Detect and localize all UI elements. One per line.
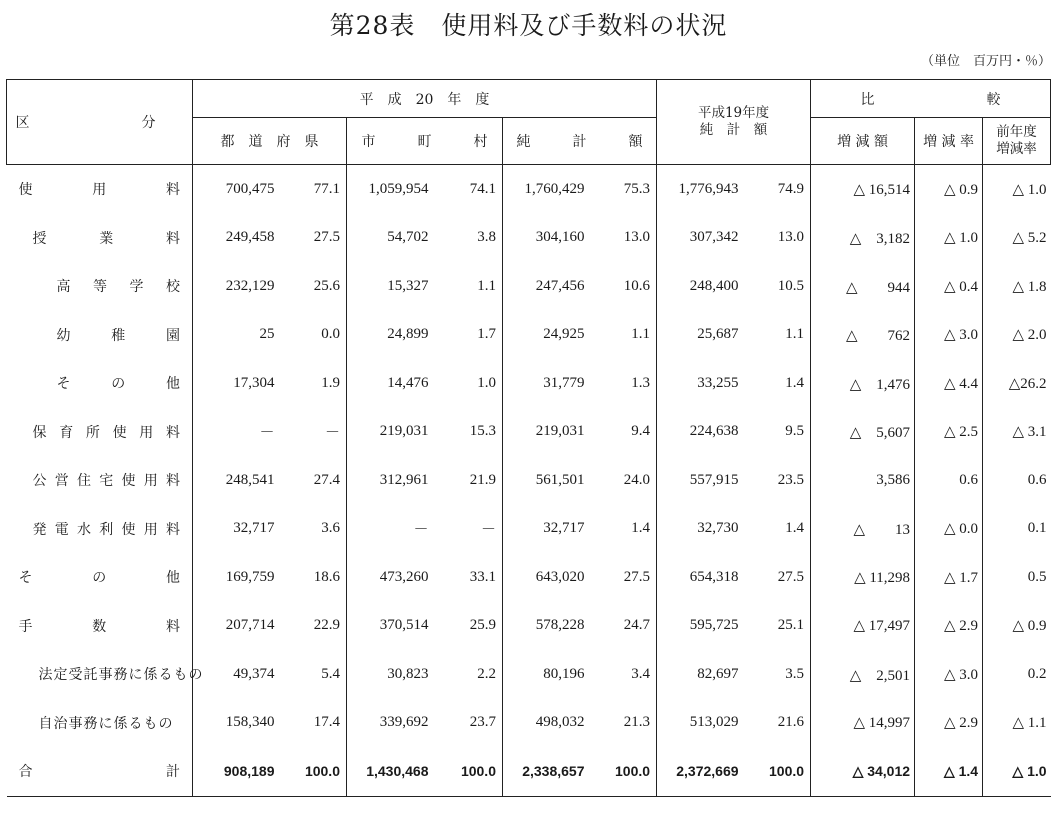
row-label: 高等学校 bbox=[7, 262, 193, 311]
row-label: 授業料 bbox=[7, 214, 193, 263]
table-cell: △ 1.0 bbox=[915, 214, 983, 263]
table-cell: 0.6 bbox=[1027, 471, 1047, 488]
table-cell: 307,342 bbox=[689, 229, 739, 246]
table-cell: △ 1.4 bbox=[915, 747, 983, 796]
table-cell: 654,318 bbox=[689, 568, 739, 585]
table-cell: － bbox=[259, 425, 275, 442]
table-cell: 74.9 bbox=[743, 165, 811, 214]
table-cell: 32,730 bbox=[697, 520, 739, 537]
table-cell: △ 0.9 bbox=[1012, 618, 1047, 635]
table-cell: 75.3 bbox=[589, 165, 657, 214]
table-cell: 1.1 bbox=[589, 311, 657, 360]
row-label: 保育所使用料 bbox=[7, 408, 193, 457]
table-row bbox=[7, 359, 1051, 408]
table-row bbox=[7, 214, 1051, 263]
header-municipality: 市 町 村 bbox=[347, 118, 503, 165]
table-cell: 25.6 bbox=[279, 262, 347, 311]
table-cell: 82,697 bbox=[697, 665, 739, 682]
table-cell: △ 1.8 bbox=[1012, 278, 1047, 295]
table-cell: 25 bbox=[259, 326, 275, 343]
row-label: その他 bbox=[7, 553, 193, 602]
table-cell: 3,586 bbox=[811, 456, 915, 505]
table-row bbox=[7, 262, 1051, 311]
table-title: 第28表 使用料及び手数料の状況 bbox=[329, 11, 728, 40]
table-cell: 100.0 bbox=[589, 747, 657, 796]
header-prefecture: 都 道 府 県 bbox=[193, 118, 347, 165]
table-cell: 207,714 bbox=[225, 617, 275, 634]
table-cell: 1.1 bbox=[743, 311, 811, 360]
table-cell: 3.4 bbox=[589, 650, 657, 699]
table-cell: 54,702 bbox=[387, 229, 429, 246]
table-cell: 80,196 bbox=[543, 665, 585, 682]
table-cell: 23.5 bbox=[743, 456, 811, 505]
table-cell: 1.3 bbox=[589, 359, 657, 408]
table-row bbox=[7, 456, 1051, 505]
table-cell: 3.5 bbox=[743, 650, 811, 699]
table-cell: △ 2.9 bbox=[915, 699, 983, 748]
header-change-amount: 増 減 額 bbox=[811, 118, 915, 165]
table-cell: 0.2 bbox=[1027, 665, 1047, 682]
table-cell: 561,501 bbox=[535, 471, 585, 488]
table-cell: 2,338,657 bbox=[522, 763, 585, 780]
table-cell: 13.0 bbox=[589, 214, 657, 263]
table-cell: △ 11,298 bbox=[811, 553, 915, 602]
table-cell: △ 14,997 bbox=[811, 699, 915, 748]
table-cell: 13.0 bbox=[743, 214, 811, 263]
row-label: 発電水利使用料 bbox=[7, 505, 193, 554]
table-cell: 1,430,468 bbox=[366, 763, 429, 780]
table-cell: 30,823 bbox=[387, 665, 429, 682]
table-row bbox=[7, 311, 1051, 360]
table-cell: 74.1 bbox=[433, 165, 503, 214]
table-cell: △ 3.1 bbox=[1012, 424, 1047, 441]
table-cell: △ 2.5 bbox=[915, 408, 983, 457]
table-cell: 5.4 bbox=[279, 650, 347, 699]
fees-table bbox=[6, 79, 1051, 797]
table-cell: 169,759 bbox=[225, 568, 275, 585]
table-row bbox=[7, 650, 1051, 699]
table-cell: △ 5.2 bbox=[1012, 230, 1047, 247]
header-comparison: 比 較 bbox=[811, 80, 1051, 118]
table-cell: 247,456 bbox=[535, 277, 585, 294]
table-cell: 370,514 bbox=[379, 617, 429, 634]
table-cell: 498,032 bbox=[535, 714, 585, 731]
table-cell: 25.1 bbox=[743, 602, 811, 651]
table-cell: 21.6 bbox=[743, 699, 811, 748]
table-cell: 27.5 bbox=[743, 553, 811, 602]
row-label: 使用料 bbox=[7, 165, 193, 214]
table-cell: 15,327 bbox=[387, 277, 429, 294]
table-cell: △ 1.1 bbox=[1012, 715, 1047, 732]
table-cell: 1,776,943 bbox=[678, 180, 739, 197]
header-net-total: 純 計 額 bbox=[503, 118, 657, 165]
row-label: 幼稚園 bbox=[7, 311, 193, 360]
table-cell: 1.4 bbox=[743, 505, 811, 554]
table-cell: 10.5 bbox=[743, 262, 811, 311]
table-cell: △ 3.0 bbox=[915, 311, 983, 360]
table-cell: △ 944 bbox=[811, 262, 915, 311]
table-cell: 1.0 bbox=[433, 359, 503, 408]
table-cell: 0.1 bbox=[1027, 520, 1047, 537]
table-cell: △ 0.0 bbox=[915, 505, 983, 554]
table-cell: － bbox=[433, 505, 503, 554]
table-cell: 17,304 bbox=[233, 374, 275, 391]
table-cell: 14,476 bbox=[387, 374, 429, 391]
table-cell: △ 0.4 bbox=[915, 262, 983, 311]
table-cell: 3.8 bbox=[433, 214, 503, 263]
header-change-rate: 増 減 率 bbox=[915, 118, 983, 165]
table-cell: 25,687 bbox=[697, 326, 739, 343]
table-cell: △26.2 bbox=[1008, 375, 1047, 392]
table-cell: 0.5 bbox=[1027, 568, 1047, 585]
row-label: 法定受託事務に係るもの bbox=[7, 650, 193, 699]
table-cell: 100.0 bbox=[743, 747, 811, 796]
table-cell: 557,915 bbox=[689, 471, 739, 488]
table-cell: △ 3.0 bbox=[915, 650, 983, 699]
table-cell: 339,692 bbox=[379, 714, 429, 731]
header-h19: 平成19年度 純 計 額 bbox=[657, 80, 811, 165]
table-cell: 24,899 bbox=[387, 326, 429, 343]
table-cell: 49,374 bbox=[233, 665, 275, 682]
table-cell: 100.0 bbox=[433, 747, 503, 796]
table-cell: 1,059,954 bbox=[368, 180, 429, 197]
table-cell: △ 1.0 bbox=[1012, 762, 1047, 779]
table-cell: 0.6 bbox=[915, 456, 983, 505]
table-cell: 1,760,429 bbox=[524, 180, 585, 197]
header-h20: 平 成 20 年 度 bbox=[193, 80, 657, 118]
table-cell: 473,260 bbox=[379, 568, 429, 585]
table-cell: △ 2.0 bbox=[1012, 327, 1047, 344]
table-cell: 2,372,669 bbox=[676, 763, 739, 780]
table-cell: △ 17,497 bbox=[811, 602, 915, 651]
table-cell: 1.4 bbox=[743, 359, 811, 408]
table-cell: 908,189 bbox=[223, 763, 275, 780]
table-cell: 24.7 bbox=[589, 602, 657, 651]
table-cell: 22.9 bbox=[279, 602, 347, 651]
table-cell: 21.3 bbox=[589, 699, 657, 748]
table-cell: 27.5 bbox=[589, 553, 657, 602]
table-cell: 1.9 bbox=[279, 359, 347, 408]
table-cell: 17.4 bbox=[279, 699, 347, 748]
table-cell: 31,779 bbox=[543, 374, 585, 391]
table-cell: △ 16,514 bbox=[811, 165, 915, 214]
table-cell: 25.9 bbox=[433, 602, 503, 651]
table-cell: 21.9 bbox=[433, 456, 503, 505]
row-label: 合計 bbox=[7, 747, 193, 796]
table-cell: 23.7 bbox=[433, 699, 503, 748]
table-cell: 219,031 bbox=[379, 423, 429, 440]
table-cell: 2.2 bbox=[433, 650, 503, 699]
table-cell: 578,228 bbox=[535, 617, 585, 634]
row-label: その他 bbox=[7, 359, 193, 408]
table-cell: 643,020 bbox=[535, 568, 585, 585]
header-prev-rate: 前年度 増減率 bbox=[983, 118, 1051, 165]
table-cell: △ 34,012 bbox=[811, 747, 915, 796]
table-cell: 1.7 bbox=[433, 311, 503, 360]
table-cell: 18.6 bbox=[279, 553, 347, 602]
table-cell: △ 762 bbox=[811, 311, 915, 360]
table-cell: 248,400 bbox=[689, 277, 739, 294]
table-cell: 595,725 bbox=[689, 617, 739, 634]
table-cell: 77.1 bbox=[279, 165, 347, 214]
table-cell: 33.1 bbox=[433, 553, 503, 602]
table-cell: 27.4 bbox=[279, 456, 347, 505]
table-cell: 27.5 bbox=[279, 214, 347, 263]
table-cell: 249,458 bbox=[225, 229, 275, 246]
table-row bbox=[7, 602, 1051, 651]
table-cell: △ 4.4 bbox=[915, 359, 983, 408]
table-cell: △ 1,476 bbox=[811, 359, 915, 408]
table-cell: 224,638 bbox=[689, 423, 739, 440]
table-cell: 304,160 bbox=[535, 229, 585, 246]
table-cell: 0.0 bbox=[279, 311, 347, 360]
table-cell: △ 5,607 bbox=[811, 408, 915, 457]
table-row bbox=[7, 408, 1051, 457]
table-cell: 9.4 bbox=[589, 408, 657, 457]
table-cell: 100.0 bbox=[279, 747, 347, 796]
row-label: 手数料 bbox=[7, 602, 193, 651]
table-cell: △ 2,501 bbox=[811, 650, 915, 699]
table-cell: △ 13 bbox=[811, 505, 915, 554]
table-cell: 15.3 bbox=[433, 408, 503, 457]
header-category: 区 分 bbox=[7, 80, 193, 165]
row-label: 公営住宅使用料 bbox=[7, 456, 193, 505]
table-cell: 32,717 bbox=[543, 520, 585, 537]
table-cell: △ 2.9 bbox=[915, 602, 983, 651]
table-cell: 312,961 bbox=[379, 471, 429, 488]
unit-note: （単位 百万円・％） bbox=[920, 54, 1051, 69]
table-row bbox=[7, 699, 1051, 748]
table-cell: 24.0 bbox=[589, 456, 657, 505]
table-cell: △ 1.7 bbox=[915, 553, 983, 602]
table-cell: △ 0.9 bbox=[915, 165, 983, 214]
table-cell: 33,255 bbox=[697, 374, 739, 391]
table-row bbox=[7, 747, 1051, 796]
table-cell: 9.5 bbox=[743, 408, 811, 457]
table-cell: 24,925 bbox=[543, 326, 585, 343]
table-cell: 248,541 bbox=[225, 471, 275, 488]
table-cell: 513,029 bbox=[689, 714, 739, 731]
table-cell: △ 3,182 bbox=[811, 214, 915, 263]
table-cell: 700,475 bbox=[225, 180, 275, 197]
table-cell: 232,129 bbox=[225, 277, 275, 294]
table-row bbox=[7, 165, 1051, 214]
table-cell: 3.6 bbox=[279, 505, 347, 554]
table-cell: 158,340 bbox=[225, 714, 275, 731]
table-cell: － bbox=[413, 522, 429, 539]
table-row bbox=[7, 505, 1051, 554]
table-row bbox=[7, 553, 1051, 602]
row-label: 自治事務に係るもの bbox=[7, 699, 193, 748]
table-cell: 1.1 bbox=[433, 262, 503, 311]
table-cell: 1.4 bbox=[589, 505, 657, 554]
table-cell: 10.6 bbox=[589, 262, 657, 311]
table-cell: △ 1.0 bbox=[1012, 181, 1047, 198]
table-cell: － bbox=[279, 408, 347, 457]
table-cell: 219,031 bbox=[535, 423, 585, 440]
table-cell: 32,717 bbox=[233, 520, 275, 537]
